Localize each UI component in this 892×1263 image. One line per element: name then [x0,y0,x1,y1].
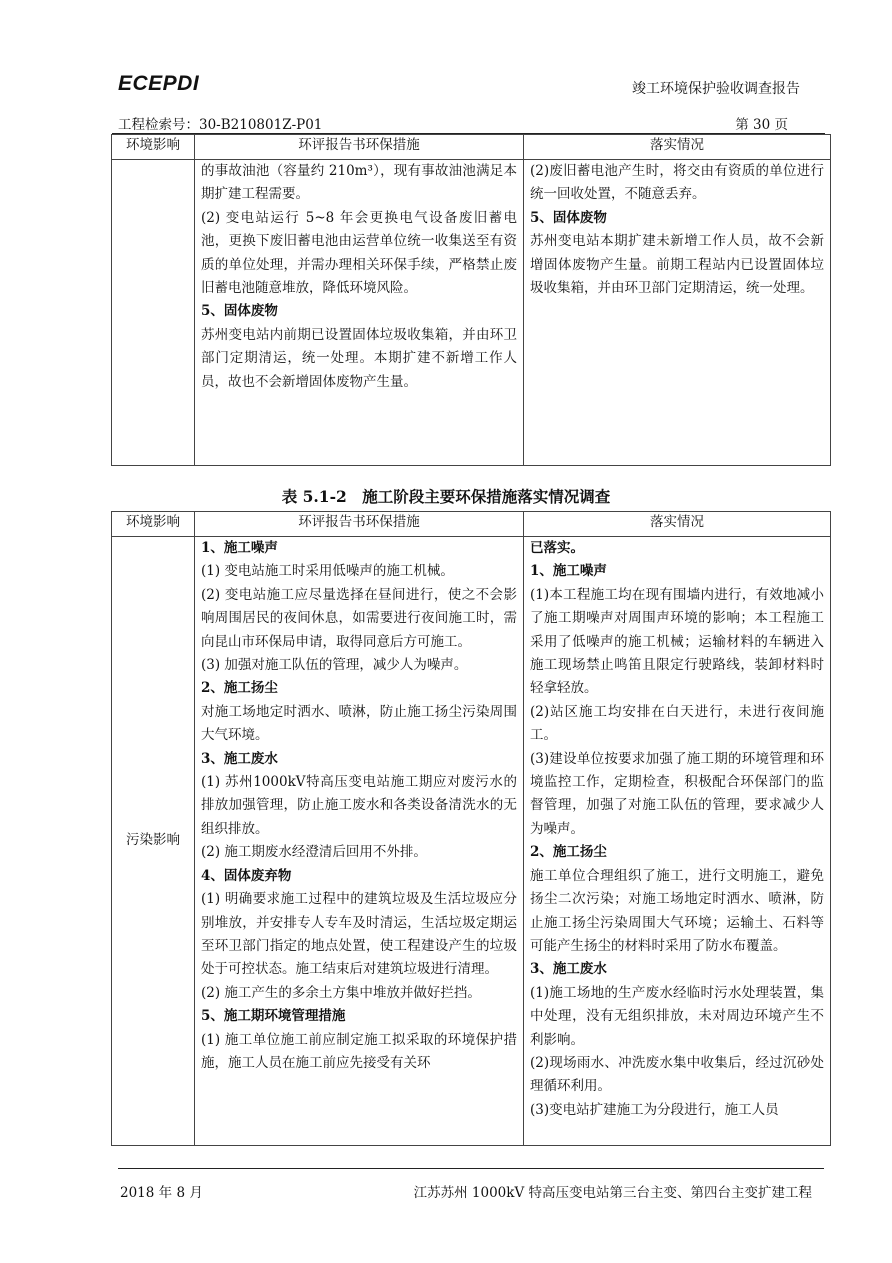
paragraph: 苏州变电站本期扩建未新增工作人员，故不会新增固体废物产生量。前期工程站内已设置固体垃圾收集箱，并由环卫部门定期清运，统一处理。 [530,233,824,297]
paragraph: 的事故油池（容量约 210m³），现有事故油池满足本期扩建工程需要。 [201,163,517,203]
footer-date: 2018 年 8 月 [120,1185,203,1201]
project-code: 工程检索号：30-B210801Z-P01 [118,117,323,133]
paragraph: (1) 施工单位施工前应制定施工拟采取的环境保护措施，施工人员在施工前应先接受有关环 [201,1031,517,1071]
section-heading: 1、施工噪声 [530,563,607,580]
column-header-impact: 环境影响 [112,135,195,160]
status-cell [524,160,831,466]
section-heading: 1、施工噪声 [201,540,278,556]
section-heading: 已落实。 [530,540,584,556]
paragraph: 对施工场地定时洒水、喷淋，防止施工扬尘污染周围大气环境。 [201,703,517,744]
table-row [112,160,831,466]
impact-cell: 污染影响 [112,537,195,1146]
page-number: 第 30 页 [735,117,788,133]
column-header-measures: 环评报告书环保措施 [195,135,524,160]
paragraph: (2)废旧蓄电池产生时，将交由有资质的单位进行统一回收处置，不随意丢弃。 [530,163,824,203]
paragraph: (3) 加强对施工队伍的管理，减少人为噪声。 [201,657,468,674]
measures-table-continued [111,134,831,466]
paragraph: (1) 变电站施工时采用低噪声的施工机械。 [201,563,454,580]
status-cell [524,537,831,1146]
table-header-row [112,512,831,537]
table-caption: 表 5.1-2 施工阶段主要环保措施落实情况调查 [281,487,611,506]
column-header-impact: 环境影响 [112,512,195,537]
report-title: 竣工环境保护验收调查报告 [632,81,800,97]
impact-cell [112,160,195,466]
paragraph: (1)施工场地的生产废水经临时污水处理装置，集中处理，没有无组织排放，未对周边环境产生不利影响。 [530,984,824,1048]
construction-measures-table [111,511,831,1146]
section-heading: 2、施工扬尘 [201,680,278,697]
section-heading: 3、施工废水 [530,961,607,978]
section-heading: 2、施工扬尘 [530,844,607,861]
measures-cell [195,537,524,1146]
paragraph: 苏州变电站内前期已设置固体垃圾收集箱，并由环卫部门定期清运，统一处理。本期扩建不新增工作人员，故也不会新增固体废物产生量。 [201,326,517,390]
section-heading: 5、施工期环境管理措施 [201,1008,346,1025]
section-heading: 5、固体废物 [530,209,607,226]
paragraph: (2) 变电站施工应尽量选择在昼间进行，使之不会影响周围居民的夜间休息，如需要进行夜间施工时，需向昆山市环保局申请，取得同意后方可施工。 [201,586,517,650]
table-header-row [112,135,831,160]
paragraph: 施工单位合理组织了施工，进行文明施工，避免扬尘二次污染；对施工场地定时洒水、喷淋，防止施工扬尘污染周围大气环境；运输土、石料等可能产生扬尘的材料时采用了防水布覆盖。 [530,867,824,954]
column-header-status: 落实情况 [524,512,831,537]
paragraph: (2) 变电站运行 5~8 年会更换电气设备废旧蓄电池，更换下废旧蓄电池由运营单位统一收集送至有资质的单位处理，并需办理相关环保手续，严格禁止废旧蓄电池随意堆放，降低环境风险。 [201,209,517,297]
measures-cell [195,160,524,466]
paragraph: (1) 明确要求施工过程中的建筑垃圾及生活垃圾应分别堆放，并安排专人专车及时清运，生活垃圾定期运至环卫部门指定的地点处置，使工程建设产生的垃圾处于可控状态。施工结束后对建筑垃圾进行清理。 [201,891,517,978]
section-heading: 5、固体废物 [201,303,278,320]
paragraph: (2) 施工期废水经澄清后回用不外排。 [201,844,427,861]
column-header-measures: 环评报告书环保措施 [195,512,524,537]
footer-project-name: 江苏苏州 1000kV 特高压变电站第三台主变、第四台主变扩建工程 [413,1185,812,1201]
table-row [112,537,831,1146]
paragraph: (1) 苏州1000kV特高压变电站施工期应对废污水的排放加强管理，防止施工废水和各类设备清洗水的无组织排放。 [201,774,517,837]
section-heading: 3、施工废水 [201,750,278,767]
footer-divider [118,1168,824,1169]
paragraph: (2)现场雨水、冲洗废水集中收集后，经过沉砂处理循环利用。 [530,1054,824,1095]
column-header-status: 落实情况 [524,135,831,160]
paragraph: (2) 施工产生的多余土方集中堆放并做好拦挡。 [201,984,481,1001]
paragraph: (3)建设单位按要求加强了施工期的环境管理和环境监控工作，定期检查，积极配合环保部门的监督管理，加强了对施工队伍的管理，要求减少人为噪声。 [530,750,824,837]
paragraph: (2)站区施工均安排在白天进行，未进行夜间施工。 [530,703,824,744]
paragraph: (3)变电站扩建施工为分段进行，施工人员 [530,1101,779,1118]
company-logo: ECEPDI [118,72,200,95]
section-heading: 4、固体废弃物 [201,867,292,884]
paragraph: (1)本工程施工均在现有围墙内进行，有效地减小了施工期噪声对周围声环境的影响；本工程施工采用了低噪声的施工机械；运输材料的车辆进入施工现场禁止鸣笛且限定行驶路线，装卸材料时轻拿轻放。 [530,586,824,697]
